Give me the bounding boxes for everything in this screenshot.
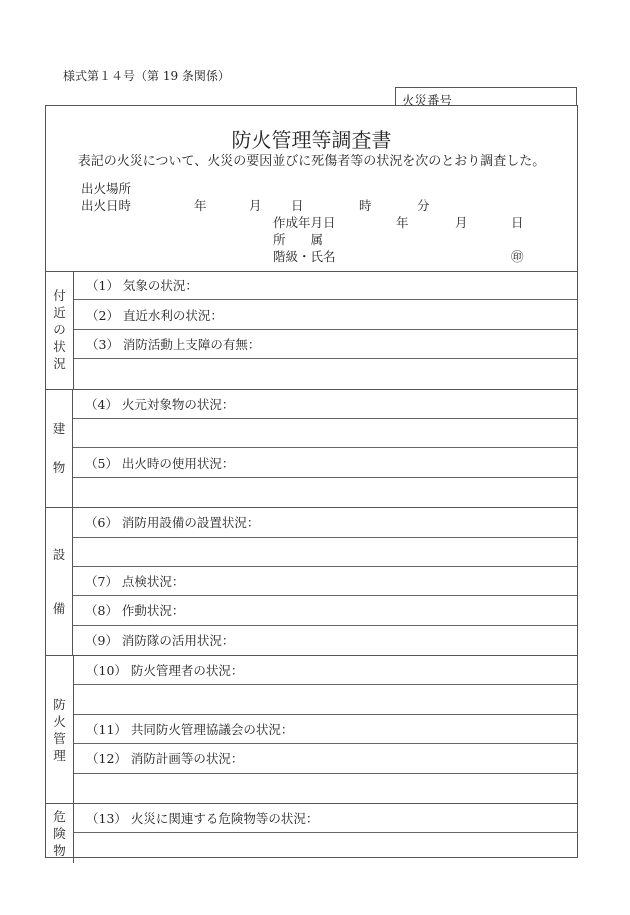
section-group: [46, 390, 577, 509]
section-group: [46, 656, 577, 804]
survey-form: [45, 105, 578, 858]
row-label: （4） 火元対象物の状況：: [85, 396, 235, 412]
section-label-char: 理: [53, 747, 66, 763]
form-row[interactable]: [74, 744, 577, 773]
form-row[interactable]: [74, 330, 577, 359]
hour-label: 時: [359, 198, 372, 213]
section-label-char: 火: [53, 713, 66, 729]
section-label: [46, 656, 74, 803]
row-label: （2） 直近水利の状況：: [86, 307, 223, 323]
row-label: （8） 作動状況：: [85, 603, 185, 619]
form-row[interactable]: [74, 715, 577, 744]
minute-label: 分: [417, 198, 430, 213]
created-month-label: 月: [455, 215, 468, 230]
fire-datetime-label: 出火日時: [81, 198, 132, 213]
section-label-char: 防: [53, 696, 66, 712]
row-label: （5） 出火時の使用状況：: [85, 455, 235, 471]
section-label-char: 険: [53, 825, 66, 841]
row-label: （1） 気象の状況：: [86, 278, 198, 294]
form-row[interactable]: [73, 390, 577, 419]
form-subtitle: 表記の火災について、火災の要因並びに死傷者等の状況を次のとおり調査した。: [77, 154, 546, 169]
form-row[interactable]: [74, 359, 577, 388]
form-row[interactable]: [73, 567, 577, 596]
row-label: （9） 消防隊の活用状況：: [85, 633, 235, 649]
form-row[interactable]: [74, 804, 577, 833]
survey-sections: [46, 271, 577, 863]
section-group: [46, 271, 577, 390]
section-label: [46, 390, 73, 508]
section-label-char: 設: [52, 547, 66, 563]
form-row[interactable]: [74, 774, 577, 803]
page-title: 防火管理等調査書: [231, 128, 392, 152]
fire-place-label: 出火場所: [81, 181, 132, 196]
section-label: [46, 804, 74, 863]
form-row[interactable]: [73, 508, 577, 537]
section-label-char: 近: [53, 305, 66, 321]
form-row[interactable]: [74, 833, 577, 862]
month-label: 月: [249, 198, 262, 213]
row-label: （12） 消防計画等の状況：: [86, 751, 244, 767]
fire-number-label: 火災番号: [402, 93, 453, 108]
created-day-label: 日: [511, 215, 524, 230]
created-date-label: 作成年月日: [273, 215, 336, 230]
created-year-label: 年: [396, 215, 409, 230]
section-label-char: 物: [52, 460, 66, 476]
section-label-char: 備: [52, 600, 66, 616]
section-label-char: 管: [53, 730, 66, 746]
section-label-char: 状: [53, 339, 66, 355]
affiliation-label: 所 属: [273, 232, 324, 247]
form-row[interactable]: [73, 419, 577, 448]
section-label: [46, 271, 74, 389]
row-label: （7） 点検状況：: [85, 574, 185, 590]
form-row[interactable]: [74, 271, 577, 300]
section-label-char: 危: [53, 808, 66, 824]
form-row[interactable]: [73, 596, 577, 625]
form-row[interactable]: [73, 538, 577, 567]
section-group: [46, 508, 577, 656]
form-header: [46, 106, 577, 272]
section-label-char: 物: [53, 842, 66, 858]
form-row[interactable]: [73, 448, 577, 477]
row-label: （6） 消防用設備の設置状況：: [85, 515, 260, 531]
row-label: （3） 消防活動上支障の有無：: [86, 336, 261, 352]
section-label: [46, 508, 73, 655]
form-row[interactable]: [74, 300, 577, 329]
row-label: （10） 防火管理者の状況：: [86, 663, 244, 679]
form-row[interactable]: [73, 626, 577, 655]
row-label: （13） 火災に関連する危険物等の状況：: [86, 811, 319, 827]
form-row[interactable]: [74, 685, 577, 714]
fire-number-field[interactable]: [395, 87, 577, 108]
section-label-char: 建: [52, 421, 66, 437]
seal-mark: ㊞: [511, 249, 524, 264]
row-label: （11） 共同防火管理協議会の状況：: [86, 722, 294, 738]
section-label-char: 付: [53, 288, 66, 304]
section-label-char: 況: [53, 356, 66, 372]
year-label: 年: [194, 198, 207, 213]
form-row[interactable]: [73, 478, 577, 507]
day-label: 日: [291, 198, 304, 213]
section-group: [46, 804, 577, 863]
form-row[interactable]: [74, 656, 577, 685]
section-label-char: の: [53, 322, 66, 338]
rank-name-label: 階級・氏名: [273, 249, 336, 264]
form-code: 様式第１４号（第 19 条関係）: [63, 69, 230, 83]
